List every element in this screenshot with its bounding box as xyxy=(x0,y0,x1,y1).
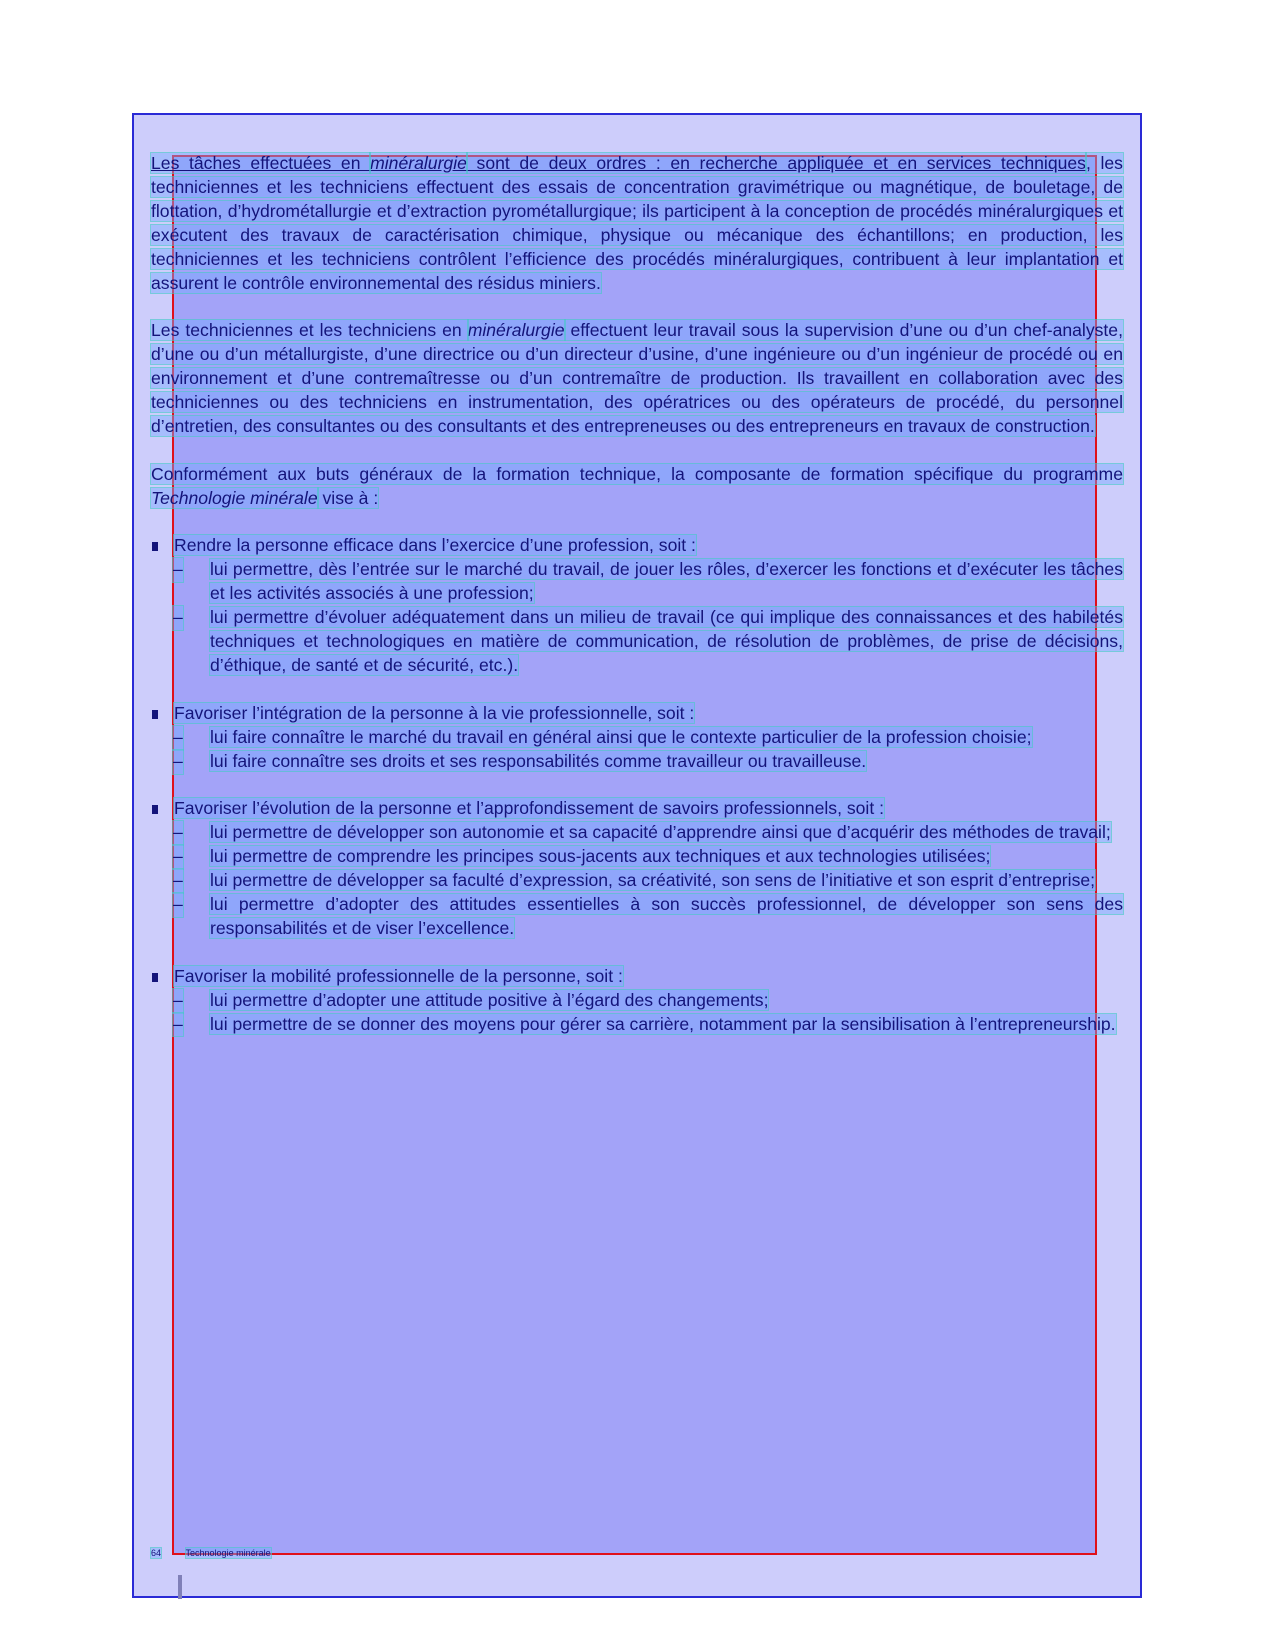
goal-section xyxy=(151,702,1123,774)
goal-section xyxy=(151,534,1123,677)
running-title: Technologie minérale xyxy=(185,1548,271,1558)
paragraph-text: Les tâches effectuées en xyxy=(151,153,371,173)
list-item-text: lui faire connaître le marché du travail en général ainsi que le contexte particulier de la profession choisie; xyxy=(210,726,1032,747)
goal-heading xyxy=(151,797,1123,821)
list-item-text: lui permettre d’évoluer adéquatement dans un milieu de travail (ce qui implique des connaissances et des habiletés techniques et technologiques en matière de communication, de résolution de problèmes, de prise de décisions, d’éthique, de santé et de sécurité, etc.). xyxy=(210,607,1123,675)
list-item-text: lui permettre de développer sa faculté d’expression, sa créativité, son sens de l’initiative et son esprit d’entreprise; xyxy=(210,870,1096,891)
paragraph-text: , les techniciennes et les techniciens effectuent des essais de concentration gravimétrique ou magnétique, de bouletage, de flottation, d’hydrométallurgie et d’extraction pyrométallurgique; ils participent à la conception de procédés minéralurgiques et exécutent des travaux de caractérisation chimique, physique ou mécanique des échantillons; en production, les techniciennes et les techniciens contrôlent l’efficience des procédés minéralurgiques, contribuent à leur implantation et assurent le contrôle environnemental des résidus miniers. xyxy=(151,153,1123,293)
dash-icon: – xyxy=(173,1013,183,1037)
list-item-text: lui permettre de développer son autonomie et sa capacité d’apprendre ainsi que d’acquérir des méthodes de travail; xyxy=(210,822,1111,843)
list-item xyxy=(151,726,1123,750)
list-item-text: lui permettre de se donner des moyens pour gérer sa carrière, notamment par la sensibilisation à l’entrepreneurship. xyxy=(210,1013,1116,1034)
bullet-icon xyxy=(152,710,158,719)
dash-icon: – xyxy=(173,558,183,582)
list-item xyxy=(151,989,1123,1013)
paragraph xyxy=(151,152,1123,295)
goal-label: Favoriser l’intégration de la personne à la vie professionnelle, soit : xyxy=(174,702,695,723)
bullet-icon xyxy=(152,805,158,814)
goal-section xyxy=(151,797,1123,940)
dash-icon: – xyxy=(173,821,183,845)
body-text xyxy=(151,152,1123,1060)
paragraph-text: vise à : xyxy=(317,487,379,508)
dash-icon: – xyxy=(173,989,183,1013)
list-item xyxy=(151,606,1123,678)
list-item xyxy=(151,1013,1123,1037)
goal-section xyxy=(151,965,1123,1037)
paragraph-text: effectuent leur travail sous la supervision d’une ou d’un chef-analyste, d’une ou d’un métallurgiste, d’une directrice ou d’un directeur d’usine, d’une ingénieure ou d’un ingénieur de procédé ou en environnement et d’une contremaîtresse ou d’un contremaître de production. Ils travaillent en collaboration avec des techniciennes ou des techniciens en instrumentation, des opératrices ou des opérateurs de procédé, du personnel d’entretien, des consultantes ou des consultants et des entrepreneuses ou des entrepreneurs en travaux de construction. xyxy=(151,320,1123,436)
goal-items xyxy=(151,821,1123,941)
paragraph-text: Conformément aux buts généraux de la formation technique, la composante de formation spécifique du programme xyxy=(151,463,1123,484)
goal-label: Rendre la personne efficace dans l’exercice d’une profession, soit : xyxy=(174,535,696,556)
goal-items xyxy=(151,726,1123,774)
goal-items xyxy=(151,558,1123,678)
paragraph-text: sont de deux ordres : en recherche appliquée et en services techniques xyxy=(466,153,1086,173)
list-item xyxy=(151,558,1123,606)
bullet-icon xyxy=(152,542,158,551)
list-item-text: lui faire connaître ses droits et ses responsabilités comme travailleur ou travailleuse. xyxy=(210,750,867,771)
page-number: 64 xyxy=(151,1548,162,1558)
dash-icon: – xyxy=(173,750,183,774)
list-item xyxy=(151,869,1123,893)
list-item xyxy=(151,845,1123,869)
dash-icon: – xyxy=(173,845,183,869)
list-item xyxy=(151,750,1123,774)
goal-label: Favoriser la mobilité professionnelle de la personne, soit : xyxy=(174,965,623,986)
list-item-text: lui permettre, dès l’entrée sur le marché du travail, de jouer les rôles, d’exercer les fonctions et d’exécuter les tâches et les activités associés à une profession; xyxy=(210,559,1123,604)
paragraph xyxy=(151,463,1123,511)
dash-icon: – xyxy=(173,893,183,917)
paragraph-text: Technologie minérale xyxy=(151,487,318,508)
paragraph-text: minéralurgie xyxy=(467,320,565,341)
goal-heading xyxy=(151,534,1123,558)
list-item-text: lui permettre de comprendre les principes sous-jacents aux techniques et aux technologies utilisées; xyxy=(210,846,991,867)
list-item xyxy=(151,893,1123,941)
page-footer xyxy=(151,1548,293,1558)
goal-label: Favoriser l’évolution de la personne et l’approfondissement de savoirs professionnels, soit : xyxy=(174,798,884,819)
paragraph-text: minéralurgie xyxy=(370,153,467,173)
paragraph xyxy=(151,319,1123,439)
paragraph-text: Les techniciennes et les techniciens en xyxy=(151,320,468,341)
goal-items xyxy=(151,989,1123,1037)
list-item-text: lui permettre d’adopter des attitudes essentielles à son succès professionnel, de développer son sens des responsabilités et de viser l’excellence. xyxy=(210,894,1123,938)
margin-marker xyxy=(178,1575,182,1599)
bullet-icon xyxy=(152,973,158,982)
list-item-text: lui permettre d’adopter une attitude positive à l’égard des changements; xyxy=(210,989,769,1010)
goal-heading xyxy=(151,965,1123,989)
goal-heading xyxy=(151,702,1123,726)
dash-icon: – xyxy=(173,869,183,893)
list-item xyxy=(151,821,1123,845)
dash-icon: – xyxy=(173,726,183,750)
dash-icon: – xyxy=(173,606,183,630)
